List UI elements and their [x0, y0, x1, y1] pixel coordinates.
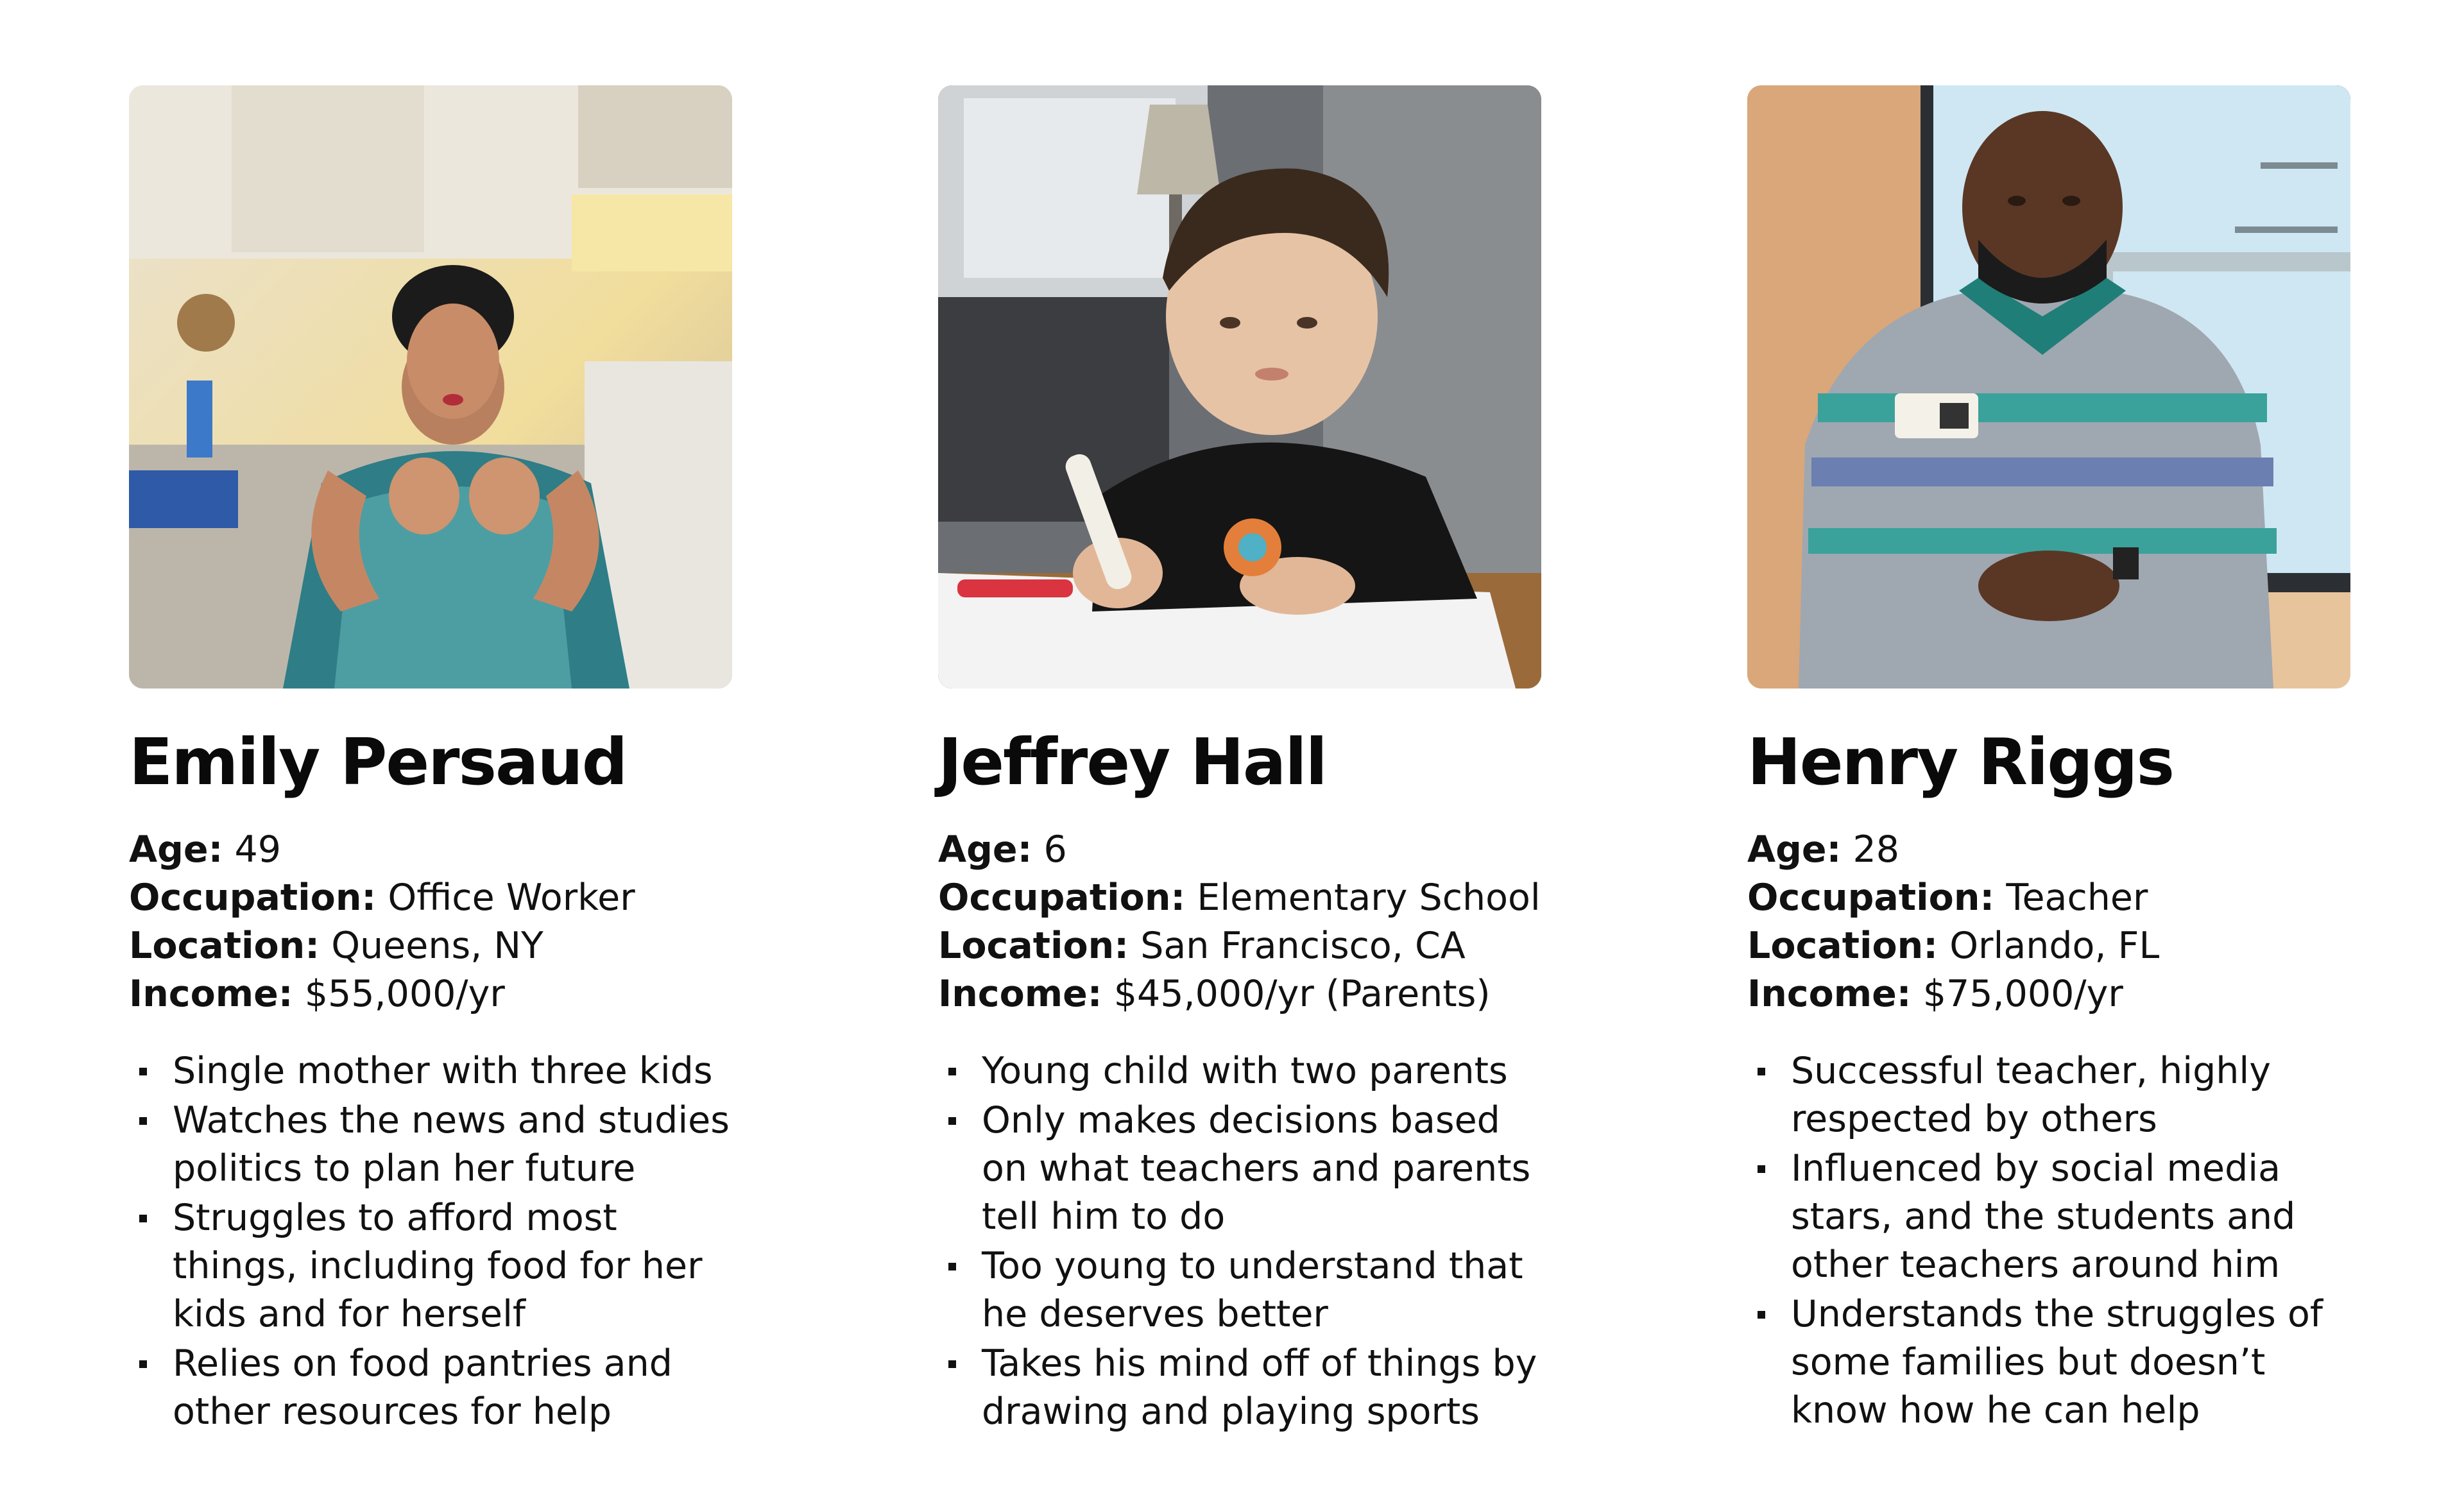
list-item: Only makes decisions based on what teachers and parents tell him to do: [938, 1097, 1541, 1241]
list-item: Watches the news and studies politics to plan her future: [129, 1097, 732, 1193]
location-row: [129, 922, 732, 970]
list-item: Young child with two parents: [938, 1047, 1541, 1095]
location-row: [1747, 922, 2350, 970]
occupation-label: Occupation:: [1747, 877, 1995, 919]
list-item: Struggles to afford most things, including food for her kids and for herself: [129, 1194, 732, 1339]
age-value: 6: [1043, 828, 1067, 871]
location-row: [938, 922, 1541, 970]
occupation-row: [938, 874, 1541, 922]
persona-name: Henry Riggs: [1747, 724, 2173, 800]
occupation-value: Elementary School: [1197, 877, 1541, 919]
age-row: [129, 826, 732, 874]
income-row: [129, 970, 732, 1018]
income-row: [938, 970, 1541, 1018]
list-item: Understands the struggles of some families but doesn’t know how he can help: [1747, 1290, 2350, 1435]
man-presentation-photo-icon: [1747, 85, 2350, 689]
income-value: $45,000/yr (Parents): [1113, 973, 1491, 1015]
age-value: 28: [1852, 828, 1900, 871]
persona-photo-jeffrey: [938, 85, 1541, 689]
persona-card-jeffrey: [938, 85, 1541, 1437]
persona-traits-list: [938, 1047, 1541, 1436]
persona-photo-henry: [1747, 85, 2350, 689]
income-value: $75,000/yr: [1922, 973, 2123, 1015]
location-value: Orlando, FL: [1949, 925, 2160, 967]
income-label: Income:: [938, 973, 1102, 1015]
age-label: Age:: [938, 828, 1032, 871]
list-item: Too young to understand that he deserves better: [938, 1242, 1541, 1339]
occupation-row: [129, 874, 732, 922]
list-item: Single mother with three kids: [129, 1047, 732, 1095]
persona-name: Emily Persaud: [129, 724, 627, 800]
occupation-value: Office Worker: [388, 877, 635, 919]
income-value: $55,000/yr: [304, 973, 505, 1015]
location-label: Location:: [1747, 925, 1938, 967]
woman-kitchen-photo-icon: [129, 85, 732, 689]
age-label: Age:: [129, 828, 223, 871]
occupation-label: Occupation:: [129, 877, 377, 919]
location-label: Location:: [938, 925, 1129, 967]
child-drawing-photo-icon: [938, 85, 1541, 689]
persona-name: Jeffrey Hall: [938, 724, 1326, 800]
income-label: Income:: [1747, 973, 1912, 1015]
income-row: [1747, 970, 2350, 1018]
persona-photo-emily: [129, 85, 732, 689]
occupation-row: [1747, 874, 2350, 922]
location-value: Queens, NY: [331, 925, 543, 967]
persona-card-henry: [1747, 85, 2350, 1436]
age-label: Age:: [1747, 828, 1842, 871]
occupation-label: Occupation:: [938, 877, 1186, 919]
list-item: Influenced by social media stars, and the students and other teachers around him: [1747, 1145, 2350, 1289]
list-item: Takes his mind off of things by drawing and playing sports: [938, 1340, 1541, 1436]
age-row: [1747, 826, 2350, 874]
age-value: 49: [234, 828, 282, 871]
persona-traits-list: [1747, 1047, 2350, 1435]
list-item: Relies on food pantries and other resources for help: [129, 1340, 732, 1436]
persona-card-emily: [129, 85, 732, 1437]
persona-facts: [129, 826, 732, 1018]
persona-traits-list: [129, 1047, 732, 1436]
occupation-value: Teacher: [2006, 877, 2148, 919]
list-item: Successful teacher, highly respected by others: [1747, 1047, 2350, 1143]
age-row: [938, 826, 1541, 874]
persona-facts: [1747, 826, 2350, 1018]
location-label: Location:: [129, 925, 320, 967]
persona-facts: [938, 826, 1541, 1018]
income-label: Income:: [129, 973, 293, 1015]
location-value: San Francisco, CA: [1140, 925, 1466, 967]
